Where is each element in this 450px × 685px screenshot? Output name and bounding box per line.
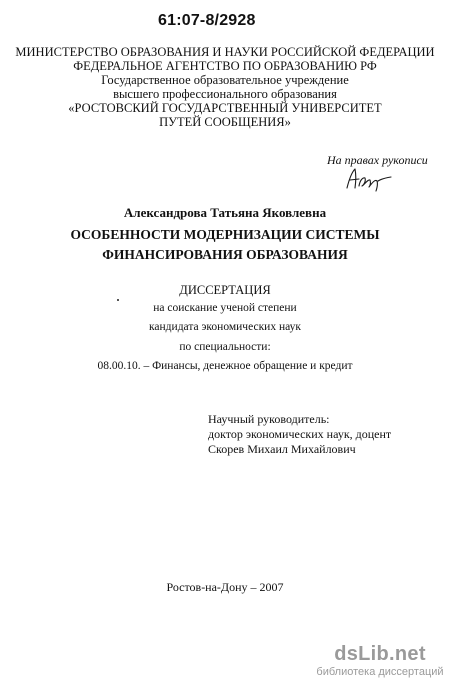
specialty-label: по специальности: [179, 341, 271, 353]
supervisor-credentials: доктор экономических наук, доцент [208, 427, 392, 441]
document-type: ДИССЕРТАЦИЯ [179, 283, 271, 297]
manuscript-rights-note: На правах рукописи [327, 153, 428, 167]
degree-purpose: на соискание ученой степени [153, 302, 297, 314]
scan-speck [117, 299, 119, 301]
handwritten-signature-icon [343, 166, 395, 194]
university-name-line2: ПУТЕЙ СООБЩЕНИЯ» [159, 115, 291, 129]
degree-name: кандидата экономических наук [149, 321, 301, 333]
supervisor-role: Научный руководитель: [208, 412, 330, 426]
author-name: Александрова Татьяна Яковлевна [123, 205, 327, 220]
institution-type-line: Государственное образовательное учреждение [101, 73, 349, 87]
dslib-watermark [316, 643, 444, 679]
watermark-brand: dsLib.net [334, 643, 426, 665]
agency-line: ФЕДЕРАЛЬНОЕ АГЕНТСТВО ПО ОБРАЗОВАНИЮ РФ [73, 59, 377, 73]
specialty-code: 08.00.10. – Финансы, денежное обращение и кредит [97, 360, 353, 372]
supervisor-name: Скорев Михаил Михайлович [208, 442, 356, 456]
institution-level-line: высшего профессионального образования [113, 87, 337, 101]
city-and-year: Ростов-на-Дону – 2007 [166, 580, 284, 594]
supervisor-block [208, 412, 391, 457]
watermark-caption: библиотека диссертаций [316, 666, 444, 678]
ministry-line: МИНИСТЕРСТВО ОБРАЗОВАНИЯ И НАУКИ РОССИЙСКОЙ ФЕДЕРАЦИИ [15, 45, 435, 59]
catalog-code-number: 61:07-8/2928 [158, 12, 256, 29]
dissertation-title-line2: ФИНАНСИРОВАНИЯ ОБРАЗОВАНИЯ [102, 247, 348, 262]
university-name-line1: «РОСТОВСКИЙ ГОСУДАРСТВЕННЫЙ УНИВЕРСИТЕТ [68, 101, 382, 115]
dissertation-title-line1: ОСОБЕННОСТИ МОДЕРНИЗАЦИИ СИСТЕМЫ [70, 227, 380, 242]
